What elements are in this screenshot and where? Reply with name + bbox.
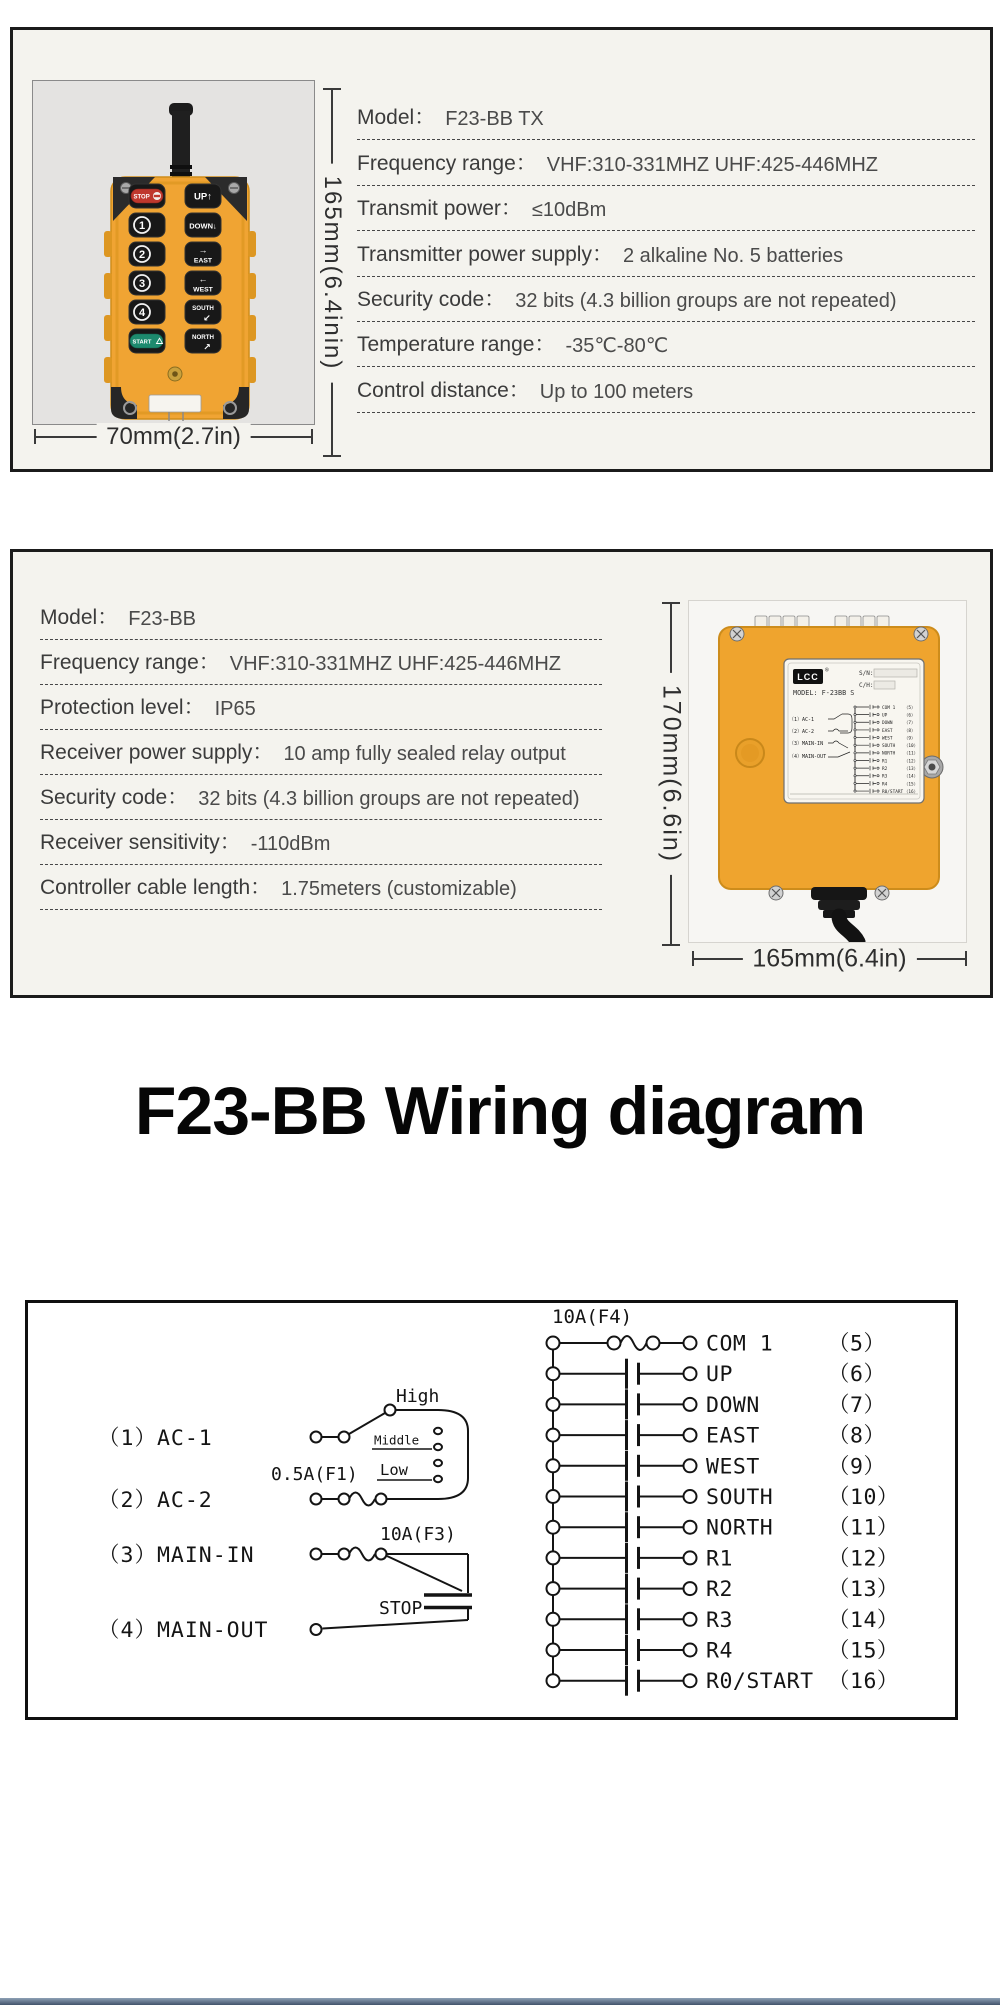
- svg-text:UP: UP: [882, 713, 888, 719]
- svg-text:UP↑: UP↑: [194, 191, 212, 203]
- svg-text:（6）: （6）: [904, 713, 916, 719]
- spec-value: 32 bits (4.3 billion groups are not repeated): [515, 289, 897, 312]
- spec-row: [357, 186, 975, 231]
- svg-text:WEST: WEST: [193, 286, 213, 294]
- output-name: R1: [706, 1546, 733, 1572]
- output-pin: （16）: [828, 1669, 899, 1695]
- spec-value: IP65: [214, 698, 256, 720]
- spec-label: Protection level：: [40, 696, 205, 719]
- high-label: High: [396, 1386, 440, 1407]
- svg-text:1: 1: [138, 220, 146, 232]
- svg-text:（5）: （5）: [904, 705, 916, 711]
- svg-text:（8）: （8）: [904, 728, 916, 734]
- svg-text:COM 1: COM 1: [882, 705, 896, 711]
- spec-label: Model：: [357, 106, 436, 130]
- dimension-cap: [34, 429, 36, 444]
- svg-text:SOUTH: SOUTH: [882, 744, 896, 750]
- svg-text:LCC: LCC: [797, 672, 819, 682]
- footer-bar: [0, 1998, 1000, 2005]
- spec-label: Security code：: [40, 786, 189, 809]
- output-name: R4: [706, 1638, 733, 1664]
- spec-row: [357, 140, 975, 185]
- output-name: R3: [706, 1607, 733, 1633]
- svg-text:←: ←: [198, 274, 208, 284]
- wiring-diagram: [28, 1303, 955, 1717]
- button-1: [129, 213, 165, 237]
- receiver-spec-panel: [10, 549, 993, 998]
- output-pin: （14）: [828, 1607, 899, 1633]
- spec-label: Receiver power supply：: [40, 741, 274, 764]
- spec-label: Transmitter power supply：: [357, 242, 613, 266]
- dimension-cap: [692, 951, 694, 966]
- output-name: R0/START: [706, 1669, 814, 1695]
- svg-text:EAST: EAST: [882, 728, 893, 734]
- spec-label: Controller cable length：: [40, 876, 272, 899]
- spec-value: VHF:310-331MHZ UHF:425-446MHZ: [229, 653, 561, 675]
- svg-text:NORTH: NORTH: [882, 751, 896, 757]
- button-north: [185, 329, 221, 353]
- dimension-cap: [965, 951, 967, 966]
- transmitter-remote-image: [33, 81, 314, 424]
- low-label: Low: [380, 1461, 408, 1479]
- wiring-annotations: [271, 1306, 632, 1619]
- spec-label: Model：: [40, 606, 119, 629]
- svg-text:（9）: （9）: [904, 736, 916, 742]
- output-name: COM 1: [706, 1331, 774, 1357]
- spec-row: [357, 95, 975, 140]
- svg-text:DOWN↓: DOWN↓: [189, 221, 217, 231]
- svg-text:R3: R3: [882, 774, 888, 780]
- svg-text:R1: R1: [882, 759, 888, 765]
- fuse-f3-label: 10A(F3): [380, 1524, 456, 1545]
- fuse-f1-label: 0.5A(F1): [271, 1464, 358, 1485]
- output-pin: （6）: [828, 1362, 886, 1388]
- spec-row: [357, 322, 975, 367]
- spec-row: [40, 595, 602, 640]
- input-label: （4）MAIN-OUT: [98, 1618, 269, 1643]
- spec-value: ≤10dBm: [531, 199, 607, 222]
- svg-text:STOP: STOP: [133, 194, 150, 201]
- svg-text:SOUTH: SOUTH: [192, 305, 214, 312]
- svg-text:（15）: （15）: [904, 782, 919, 788]
- spec-value: F23-BB: [128, 608, 197, 630]
- button-west: [185, 271, 221, 295]
- button-2: [129, 242, 165, 266]
- spec-row: [40, 730, 602, 775]
- button-south: [185, 300, 221, 324]
- svg-text:EAST: EAST: [193, 257, 213, 265]
- spec-label: Temperature range：: [357, 333, 556, 357]
- output-name: R2: [706, 1577, 733, 1603]
- remote-body: [104, 177, 256, 419]
- spec-value: F23-BB TX: [445, 108, 544, 131]
- svg-text:WEST: WEST: [882, 736, 893, 742]
- button-down: [185, 213, 221, 237]
- start-button: [129, 329, 165, 353]
- spec-row: [40, 685, 602, 730]
- stop-label: STOP: [379, 1598, 423, 1619]
- spec-value: 32 bits (4.3 billion groups are not repeated): [198, 788, 580, 810]
- spec-value: 2 alkaline No. 5 batteries: [622, 244, 844, 267]
- output-name: EAST: [706, 1423, 760, 1449]
- output-name: NORTH: [706, 1515, 774, 1541]
- button-4: [129, 300, 165, 324]
- output-pin: （7）: [828, 1392, 886, 1418]
- transmitter-spec-list: [357, 95, 975, 413]
- middle-label: Middle: [374, 1432, 420, 1448]
- receiver-height-label: 170mm(6.6in): [657, 673, 686, 875]
- page-title: F23-BB Wiring diagram: [134, 1073, 866, 1149]
- spec-row: [40, 820, 602, 865]
- spec-row: [357, 367, 975, 412]
- svg-text:（3）MAIN-IN: （3）MAIN-IN: [789, 741, 824, 747]
- wiring-diagram-panel: [25, 1300, 958, 1720]
- receiver-spec-list: [40, 595, 602, 910]
- spec-label: Security code：: [357, 287, 506, 311]
- receiver-photo: [688, 600, 967, 943]
- svg-text:↙: ↙: [203, 313, 211, 323]
- receiver-unit-image: [689, 601, 966, 942]
- output-name: DOWN: [706, 1392, 760, 1418]
- spec-row: [357, 231, 975, 276]
- svg-text:R2: R2: [882, 767, 888, 773]
- output-pin: （15）: [828, 1638, 899, 1664]
- output-name: UP: [706, 1362, 733, 1388]
- receiver-width-label: 165mm(6.4in): [742, 945, 916, 974]
- svg-text:（7）: （7）: [904, 721, 916, 727]
- wiring-output-ladder: [547, 1336, 697, 1696]
- svg-text:DOWN: DOWN: [882, 721, 893, 727]
- output-pin: （13）: [828, 1577, 899, 1603]
- svg-text:4: 4: [138, 307, 146, 319]
- svg-text:→: →: [198, 245, 208, 255]
- spec-label: Frequency range：: [40, 651, 220, 674]
- stop-button: [129, 184, 165, 208]
- svg-text:（10）: （10）: [904, 744, 919, 750]
- input-label: （2）AC-2: [98, 1488, 213, 1513]
- spec-row: [40, 775, 602, 820]
- button-up: [185, 184, 221, 208]
- output-pin: （10）: [828, 1485, 899, 1510]
- svg-text:NORTH: NORTH: [192, 334, 214, 341]
- transmitter-height-label: 165mm(6.4inin): [318, 163, 346, 382]
- spec-value: -35℃-80℃: [565, 335, 669, 358]
- dimension-cap: [323, 88, 341, 90]
- spec-value: -110dBm: [250, 833, 331, 855]
- output-name: WEST: [706, 1454, 760, 1480]
- output-pin: （5）: [828, 1331, 886, 1357]
- svg-text:（12）: （12）: [904, 759, 919, 765]
- dimension-cap: [662, 602, 680, 604]
- svg-text:（2）AC-2: （2）AC-2: [789, 729, 815, 735]
- button-3: [129, 271, 165, 295]
- remote-antenna: [169, 103, 193, 179]
- spec-label: Control distance：: [357, 378, 530, 402]
- svg-text:S/N:: S/N:: [859, 670, 874, 677]
- svg-text:（16）: （16）: [904, 789, 919, 795]
- button-east: [185, 242, 221, 266]
- spec-value: VHF:310-331MHZ UHF:425-446MHZ: [546, 153, 878, 176]
- dimension-cap: [311, 429, 313, 444]
- svg-text:MODEL: F-23BB S: MODEL: F-23BB S: [793, 689, 855, 697]
- svg-text:R4: R4: [882, 782, 888, 788]
- svg-text:®: ®: [825, 667, 829, 674]
- transmitter-width-label: 70mm(2.7in): [96, 423, 251, 451]
- wiring-output-labels: [706, 1332, 899, 1695]
- output-name: SOUTH: [706, 1485, 774, 1510]
- wiring-input-labels: [98, 1426, 269, 1643]
- fuse-f4-label: 10A(F4): [552, 1306, 633, 1328]
- receiver-nameplate: [784, 659, 924, 803]
- svg-text:（4）MAIN-OUT: （4）MAIN-OUT: [789, 754, 827, 760]
- output-pin: （8）: [828, 1423, 886, 1449]
- svg-text:R0/START: R0/START: [882, 789, 904, 795]
- spec-label: Receiver sensitivity：: [40, 831, 241, 854]
- dimension-cap: [323, 455, 341, 457]
- svg-text:（14）: （14）: [904, 774, 919, 780]
- transmitter-spec-panel: [10, 27, 993, 472]
- output-pin: （11）: [828, 1515, 899, 1541]
- output-pin: （9）: [828, 1454, 886, 1480]
- transmitter-photo: [32, 80, 315, 425]
- spec-value: Up to 100 meters: [539, 380, 694, 403]
- svg-text:C/H:: C/H:: [859, 682, 874, 689]
- svg-text:（13）: （13）: [904, 767, 919, 773]
- spec-value: 10 amp fully sealed relay output: [283, 743, 566, 765]
- input-label: （3）MAIN-IN: [98, 1543, 255, 1568]
- dimension-cap: [662, 944, 680, 946]
- svg-text:（11）: （11）: [904, 751, 919, 757]
- svg-text:（1）AC-1: （1）AC-1: [789, 717, 815, 723]
- spec-row: [40, 865, 602, 910]
- spec-label: Frequency range：: [357, 151, 537, 175]
- spec-row: [40, 640, 602, 685]
- svg-text:2: 2: [138, 249, 146, 261]
- svg-text:START: START: [132, 339, 152, 346]
- svg-text:3: 3: [138, 278, 146, 290]
- spec-value: 1.75meters (customizable): [281, 878, 517, 900]
- svg-text:↗: ↗: [203, 342, 211, 352]
- input-label: （1）AC-1: [98, 1426, 213, 1451]
- spec-label: Transmit power：: [357, 197, 522, 221]
- spec-row: [357, 277, 975, 322]
- output-pin: （12）: [828, 1546, 899, 1572]
